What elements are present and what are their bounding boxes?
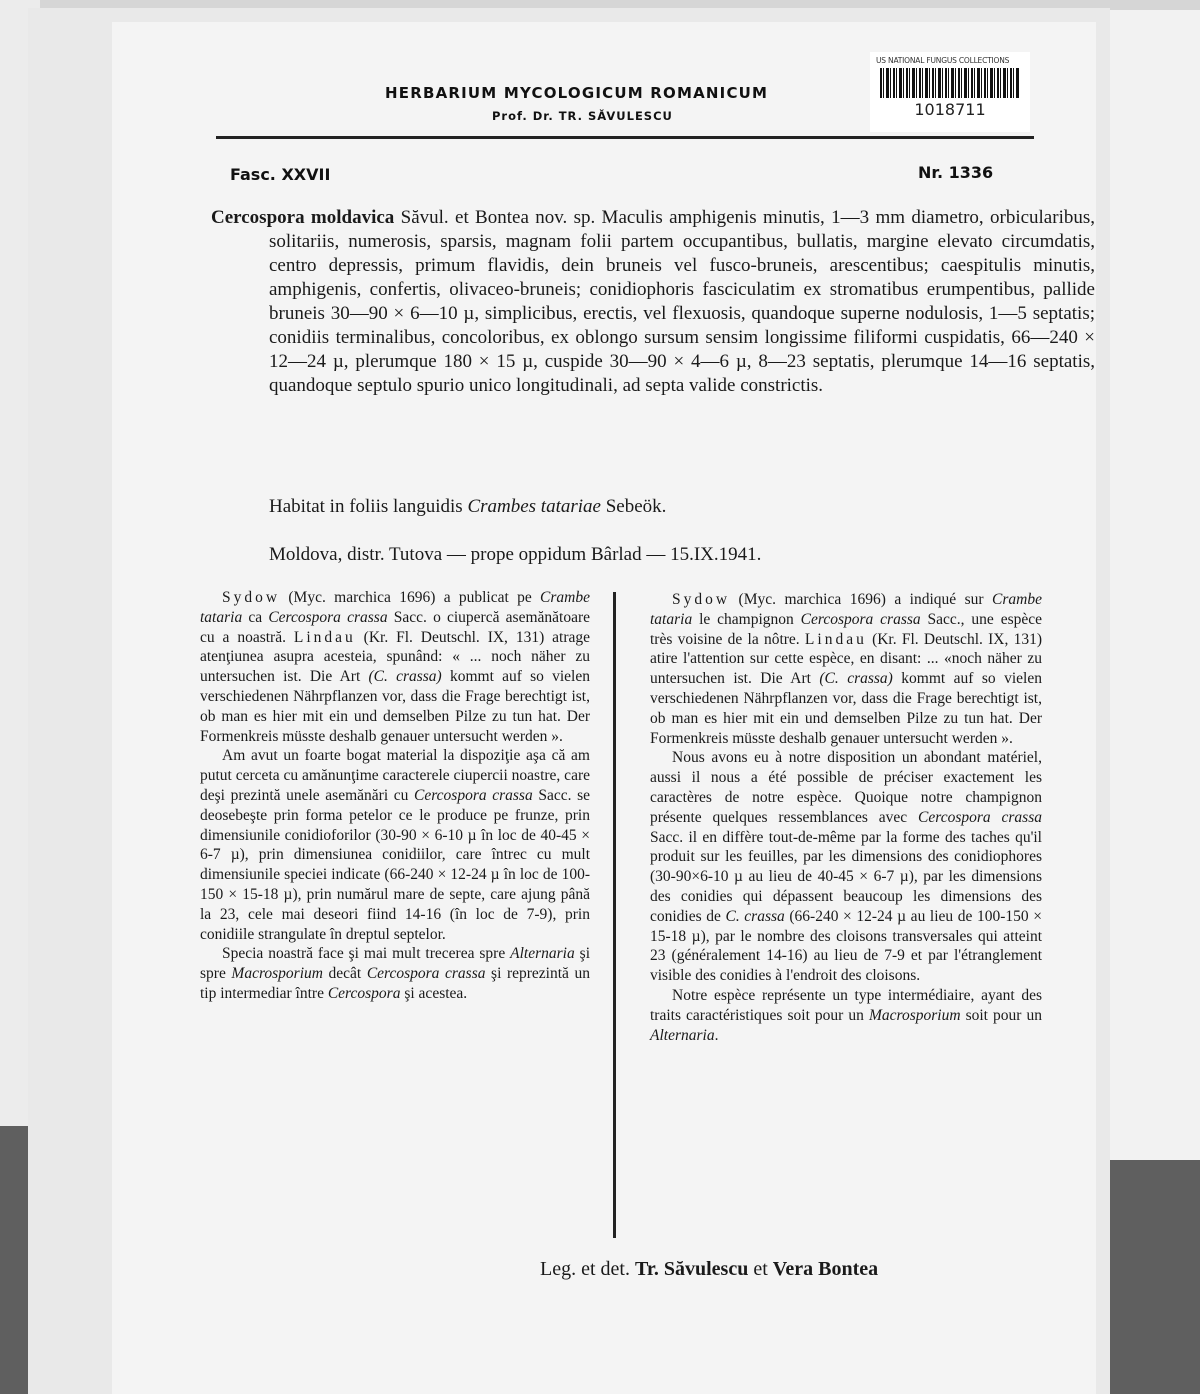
italic-text: Crambe tataria — [650, 591, 1042, 628]
italic-text: Cercospora — [327, 984, 401, 1002]
fascicle-label: Fasc. XXVII — [230, 165, 331, 184]
text-run: şi spre — [200, 945, 590, 983]
french-paragraph — [650, 748, 1042, 986]
text-run: (Myc. marchica 1696) a publicat pe — [280, 589, 541, 606]
collector-name: Tr. Săvulescu — [634, 1258, 749, 1280]
italic-text: Cercospora crassa — [268, 608, 388, 626]
text-run: . — [714, 1026, 719, 1044]
italic-text: Macrosporium — [868, 1006, 961, 1024]
text-run: Am avut un foarte bogat material la dispoziţie aşa că am putut cerceta cu amănunţime caracterele ciupercii noastre, care deşi prezintă unele asemănări cu — [200, 747, 590, 804]
romanian-paragraph — [200, 944, 590, 1003]
text-run: şi reprezintă un tip intermediar între — [200, 965, 590, 1002]
italic-text: Alternaria — [510, 945, 575, 963]
italic-text: Cercospora crassa — [800, 610, 921, 628]
italic-text: C. crassa — [725, 907, 785, 925]
barcode-number: 1018711 — [914, 100, 986, 119]
text-run: Sacc. se deosebeşte prin forma petelor ce le produce pe frunze, prin dimensiunile conidioforilor (30-90 × 6-10 µ în loc de 40-45 × 6-7 µ), prin dimensiunea conidiilor, care întrec cu mult dimensiunile speciei indicate (66-240 × 12-24 µ în loc de 100-150 × 15-18 µ), prin numărul mare de septe, care ajung până la 23, cele mai deseori fiind 14-16 (în loc de 7-9), prin conidiile strangulate în dreptul septelor. — [200, 786, 590, 943]
romanian-paragraph — [200, 588, 590, 746]
text-run: Sacc. il en diffère tout-de-même par la forme des taches qu'il produit sur les feuilles, par les dimensions des conidiophores (30-90×6-10 µ au lieu de 40-45 × 6-7 µ), par les dimensions des conidies qui dépassent beaucoup les dimensions des conidies de — [650, 828, 1042, 925]
text-run: (Myc. marchica 1696) a indiqué sur — [730, 591, 993, 608]
text-run: şi acestea. — [400, 984, 468, 1002]
collector-line — [540, 1258, 878, 1281]
column-divider — [613, 592, 616, 1238]
exsiccata-number: Nr. 1336 — [918, 163, 994, 182]
text-run: Sacc. o ciupercă asemănătoare cu a noastră. — [200, 608, 590, 646]
text-run: Sacc., une espèce très voisine de la nôtre. — [650, 610, 1042, 648]
french-commentary — [650, 590, 1042, 1045]
text-run: kommt auf so vielen verschiedenen Nährpflanzen vor, dass die Frage berechtigt ist, ob man es hier mit ein und demselben Pilze zu tun hat. Der Formenkreis müsste deshalb genauer untersucht werden ». — [650, 670, 1042, 747]
french-paragraph — [650, 590, 1042, 748]
species-name: Cercospora moldavica — [211, 207, 395, 228]
collector-conjunction: et — [753, 1258, 768, 1280]
italic-text: (C. crassa) — [819, 670, 893, 688]
italic-text: (C. crassa) — [368, 668, 442, 686]
host-name: Crambes tatariae — [467, 496, 601, 517]
text-run: Notre espèce représente un type intermédiaire, ayant des traits caractéristiques soit pour un — [650, 986, 1042, 1024]
locality-line: Moldova, distr. Tutova — prope oppidum Bârlad — 15.IX.1941. — [269, 544, 762, 565]
text-run: kommt auf so vielen verschiedenen Nährpflanzen vor, dass die Frage berechtigt ist, ob man es hier mit ein und demselben Pilze zu tun hat. Der Formenkreis müsste deshalb genauer untersucht werden ». — [200, 668, 590, 745]
diagnosis-text: Săvul. et Bontea nov. sp. Maculis amphigenis minutis, 1—3 mm diametro, orbicularibus, solitariis, numerosis, sparsis, magnam folii partem occupantibus, bullatis, margine elevato circumdatis, centro depressis, primum flavidis, dein bruneis vel fusco-bruneis, arescentibus; caespitulis minutis, amphigenis, confertis, olivaceo-bruneis; conidiophoris fasciculatim ex stromatibus erumpentibus, pallide bruneis 30—90 × 6—10 µ, simplicibus, erectis, vel flexuosis, quandoque superne nodulosis, 1—5 septatis; conidiis terminalibus, concoloribus, ex oblongo sursum sensim longissime filiformi cuspidatis, 66—240 × 12—24 µ, plerumque 180 × 15 µ, cuspide 30—90 × 4—6 µ, 8—23 septatis, plerumque 14—16 septatis, quandoque septulo spurio unico longitudinali, ad septa valide constrictis. — [269, 207, 1095, 396]
habitat-authority: Sebeök. — [605, 496, 667, 517]
text-run: Specia noastră face şi mai mult trecerea spre — [222, 945, 511, 963]
romanian-paragraph — [200, 746, 590, 944]
text-run: ca — [242, 608, 269, 626]
italic-text: Cercospora crassa — [414, 786, 533, 804]
text-run: (Kr. Fl. Deutschl. IX, 131) atire l'attention sur cette espèce, en disant: ... «noch näher zu untersuchen ist. Die Art — [650, 630, 1042, 688]
italic-text: Cercospora crassa — [918, 808, 1042, 826]
text-run: (Kr. Fl. Deutschl. IX, 131) atrage atenţiunea asupra acesteia, spunând: « ... noch näher zu untersuchen ist. Die Art — [200, 628, 590, 686]
barcode-icon — [880, 68, 1020, 98]
author-name: Lindau — [804, 630, 867, 648]
romanian-commentary — [200, 588, 590, 1004]
herbarium-title: HERBARIUM MYCOLOGICUM ROMANICUM — [385, 84, 769, 102]
collector-name: Vera Bontea — [772, 1258, 879, 1280]
barcode-caption: US NATIONAL FUNGUS COLLECTIONS — [876, 56, 1010, 65]
author-name: Lindau — [293, 628, 356, 646]
author-name: Sydow — [672, 591, 731, 608]
header-rule — [216, 136, 1034, 139]
italic-text: Alternaria — [650, 1026, 715, 1044]
french-paragraph — [650, 986, 1042, 1045]
text-run: decât — [322, 965, 367, 983]
italic-text: Cercospora crassa — [366, 965, 486, 983]
habitat-prefix: Habitat in foliis languidis — [269, 496, 463, 517]
text-run: soit pour un — [960, 1006, 1042, 1024]
text-run: (66-240 × 12-24 µ au lieu de 100-150 × 15-18 µ), par le nombre des cloisons transversales qui atteint 23 (généralement 14-16) au lieu de 7-9 et par l'étranglement visible des conidies à l'endroit des cloisons. — [650, 907, 1042, 985]
text-run: le champignon — [692, 610, 801, 628]
italic-text: Crambe tataria — [200, 589, 590, 626]
latin-diagnosis — [211, 206, 1095, 398]
text-run: Nous avons eu à notre disposition un abondant matériel, aussi il nous a été possible de préciser exactement les caractères de notre espèce. Quoique notre champignon présente quelques ressemblances avec — [650, 749, 1042, 826]
italic-text: Macrosporium — [231, 965, 323, 983]
author-name: Sydow — [222, 589, 281, 606]
habitat-line — [269, 496, 666, 518]
herbarium-director: Prof. Dr. TR. SĂVULESCU — [492, 109, 673, 123]
collector-prefix: Leg. et det. — [540, 1258, 630, 1280]
barcode-label — [870, 52, 1030, 132]
